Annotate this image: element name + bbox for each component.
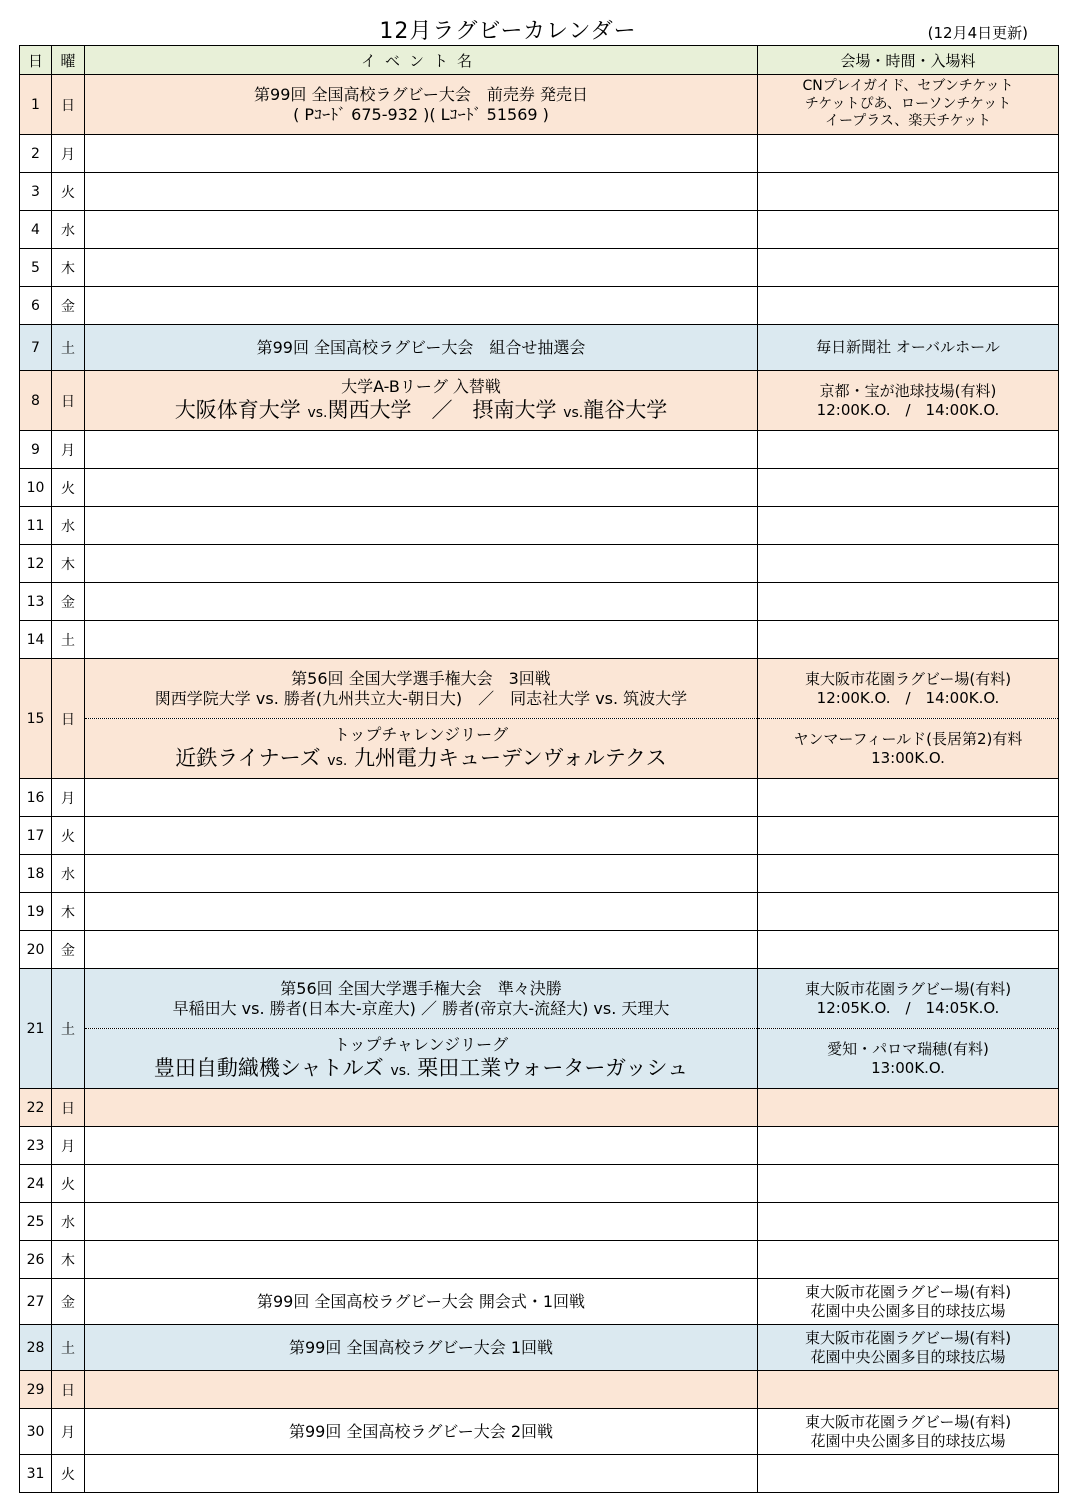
day-cell: 9 xyxy=(20,431,52,469)
venue-cell xyxy=(758,1279,1059,1325)
dow-cell: 水 xyxy=(52,855,85,893)
table-row xyxy=(20,779,1059,817)
venue-cell xyxy=(758,1127,1059,1165)
venue-cell xyxy=(758,719,1059,779)
event-line: 関西学院大学 vs. 勝者(九州共立大-朝日大) ／ 同志社大学 vs. 筑波大学 xyxy=(154,688,688,708)
dow-cell: 月 xyxy=(52,1409,85,1455)
dow-cell: 月 xyxy=(52,431,85,469)
day-cell: 13 xyxy=(20,583,52,621)
venue-cell xyxy=(758,507,1059,545)
venue-cell xyxy=(758,249,1059,287)
table-row xyxy=(20,1127,1059,1165)
header-day: 日 xyxy=(20,46,52,75)
dow-cell: 火 xyxy=(52,1165,85,1203)
event-cell xyxy=(85,1203,758,1241)
venue-cell xyxy=(758,469,1059,507)
day-cell: 23 xyxy=(20,1127,52,1165)
venue-line: イープラス、楽天チケット xyxy=(824,113,992,130)
dow-cell: 金 xyxy=(52,287,85,325)
event-cell xyxy=(85,1241,758,1279)
table-row xyxy=(20,431,1059,469)
venue-cell xyxy=(758,211,1059,249)
team-name: 大阪体育大学 xyxy=(174,398,301,423)
team-name: 摂南大学 xyxy=(472,398,557,423)
dow-cell: 土 xyxy=(52,621,85,659)
event-cell xyxy=(85,371,758,431)
event-cell xyxy=(85,135,758,173)
table-row xyxy=(20,1455,1059,1493)
vs-label: vs. xyxy=(307,405,328,422)
dow-cell: 火 xyxy=(52,173,85,211)
team-name: 九州電力キューデンヴォルテクス xyxy=(354,746,667,771)
table-row xyxy=(20,75,1059,135)
day-cell: 19 xyxy=(20,893,52,931)
event-cell xyxy=(85,583,758,621)
venue-line: 東大阪市花園ラグビー場(有料) xyxy=(804,979,1012,998)
event-cell xyxy=(85,621,758,659)
dow-cell: 月 xyxy=(52,135,85,173)
vs-label: vs. xyxy=(390,1063,411,1080)
vs-label: vs. xyxy=(563,405,584,422)
team-name: 龍谷大学 xyxy=(583,398,668,423)
matchup-line xyxy=(85,745,757,771)
dow-cell: 水 xyxy=(52,211,85,249)
separator: ／ xyxy=(431,398,453,423)
day-cell: 21 xyxy=(20,969,52,1089)
dow-cell: 水 xyxy=(52,507,85,545)
venue-line: 東大阪市花園ラグビー場(有料) xyxy=(804,1282,1012,1301)
dow-cell: 土 xyxy=(52,1325,85,1371)
event-cell xyxy=(85,817,758,855)
event-cell: 第99回 全国高校ラグビー大会 開会式・1回戦 xyxy=(85,1279,758,1325)
table-row xyxy=(20,211,1059,249)
table-row xyxy=(20,1279,1059,1325)
matchup-line xyxy=(85,1055,757,1081)
day-cell: 5 xyxy=(20,249,52,287)
dow-cell: 日 xyxy=(52,659,85,779)
team-name: 関西大学 xyxy=(327,398,412,423)
event-cell xyxy=(85,211,758,249)
venue-cell xyxy=(758,1455,1059,1493)
venue-cell xyxy=(758,583,1059,621)
table-row xyxy=(20,817,1059,855)
table-row xyxy=(20,931,1059,969)
dow-cell: 金 xyxy=(52,931,85,969)
dow-cell: 日 xyxy=(52,371,85,431)
day-cell: 31 xyxy=(20,1455,52,1493)
event-cell xyxy=(85,893,758,931)
dow-cell: 木 xyxy=(52,249,85,287)
day-cell: 3 xyxy=(20,173,52,211)
venue-line: 京都・宝が池球技場(有料) xyxy=(819,381,997,400)
day-cell: 25 xyxy=(20,1203,52,1241)
venue-cell xyxy=(758,1241,1059,1279)
table-row xyxy=(20,1165,1059,1203)
dow-cell: 土 xyxy=(52,969,85,1089)
event-line: 第56回 全国大学選手権大会 3回戦 xyxy=(291,668,551,688)
venue-cell xyxy=(758,545,1059,583)
day-cell: 24 xyxy=(20,1165,52,1203)
event-cell xyxy=(85,659,758,719)
table-row xyxy=(20,173,1059,211)
event-line: ( Pｺｰﾄﾞ 675-932 )( Lｺｰﾄﾞ 51569 ) xyxy=(293,104,549,124)
header-venue: 会場・時間・入場料 xyxy=(758,46,1059,75)
event-cell xyxy=(85,173,758,211)
day-cell: 15 xyxy=(20,659,52,779)
day-cell: 27 xyxy=(20,1279,52,1325)
table-row xyxy=(20,1203,1059,1241)
venue-cell xyxy=(758,1089,1059,1127)
day-cell: 20 xyxy=(20,931,52,969)
venue-line: 花園中央公園多目的球技広場 xyxy=(810,1431,1006,1450)
event-cell xyxy=(85,249,758,287)
day-cell: 12 xyxy=(20,545,52,583)
team-name: 豊田自動織機シャトルズ xyxy=(153,1056,384,1081)
event-cell xyxy=(85,507,758,545)
venue-line: 12:00K.O. / 14:00K.O. xyxy=(816,400,1000,419)
venue-line: 花園中央公園多目的球技広場 xyxy=(810,1347,1006,1366)
day-cell: 11 xyxy=(20,507,52,545)
table-row xyxy=(20,325,1059,371)
header-row xyxy=(20,46,1059,75)
venue-cell xyxy=(758,135,1059,173)
table-row xyxy=(20,135,1059,173)
dow-cell: 火 xyxy=(52,1455,85,1493)
venue-cell xyxy=(758,1409,1059,1455)
matchup-line xyxy=(85,397,757,423)
venue-cell xyxy=(758,75,1059,135)
venue-line: 東大阪市花園ラグビー場(有料) xyxy=(804,669,1012,688)
day-cell: 18 xyxy=(20,855,52,893)
venue-cell xyxy=(758,779,1059,817)
venue-cell: 毎日新聞社 オーバルホール xyxy=(758,325,1059,371)
event-cell xyxy=(85,287,758,325)
venue-line: 13:00K.O. xyxy=(871,748,945,767)
table-row xyxy=(20,969,1059,1029)
dow-cell: 日 xyxy=(52,1089,85,1127)
table-row xyxy=(20,371,1059,431)
table-row xyxy=(20,1409,1059,1455)
venue-cell xyxy=(758,931,1059,969)
team-name: 栗田工業ウォーターガッシュ xyxy=(417,1056,689,1081)
event-cell: 第99回 全国高校ラグビー大会 2回戦 xyxy=(85,1409,758,1455)
venue-cell xyxy=(758,817,1059,855)
updated-date: (12月4日更新) xyxy=(927,24,1028,42)
table-row xyxy=(20,1371,1059,1409)
venue-cell xyxy=(758,1029,1059,1089)
event-cell xyxy=(85,969,758,1029)
table-row xyxy=(20,1089,1059,1127)
venue-cell xyxy=(758,1165,1059,1203)
event-cell: 第99回 全国高校ラグビー大会 組合せ抽選会 xyxy=(85,325,758,371)
day-cell: 26 xyxy=(20,1241,52,1279)
dow-cell: 日 xyxy=(52,1371,85,1409)
event-cell: 第99回 全国高校ラグビー大会 1回戦 xyxy=(85,1325,758,1371)
venue-cell xyxy=(758,1325,1059,1371)
calendar-table xyxy=(19,45,1059,1493)
table-row xyxy=(20,545,1059,583)
venue-line: チケットぴあ、ローソンチケット xyxy=(804,95,1012,112)
day-cell: 2 xyxy=(20,135,52,173)
venue-line: 13:00K.O. xyxy=(871,1058,945,1077)
table-row xyxy=(20,719,1059,779)
day-cell: 6 xyxy=(20,287,52,325)
dow-cell: 日 xyxy=(52,75,85,135)
event-cell xyxy=(85,1127,758,1165)
vs-label: vs. xyxy=(327,753,348,770)
day-cell: 7 xyxy=(20,325,52,371)
event-line: 第99回 全国高校ラグビー大会 前売券 発売日 xyxy=(254,84,588,104)
table-row xyxy=(20,893,1059,931)
table-row xyxy=(20,855,1059,893)
table-row xyxy=(20,1029,1059,1089)
dow-cell: 土 xyxy=(52,325,85,371)
dow-cell: 木 xyxy=(52,1241,85,1279)
venue-cell xyxy=(758,893,1059,931)
venue-line: 12:05K.O. / 14:05K.O. xyxy=(816,998,1000,1017)
day-cell: 29 xyxy=(20,1371,52,1409)
dow-cell: 火 xyxy=(52,469,85,507)
event-line: トップチャレンジリーグ xyxy=(333,725,509,745)
venue-cell xyxy=(758,1203,1059,1241)
venue-line: 東大阪市花園ラグビー場(有料) xyxy=(804,1412,1012,1431)
event-cell xyxy=(85,1029,758,1089)
venue-cell xyxy=(758,855,1059,893)
venue-line: CNプレイガイド、セブンチケット xyxy=(802,78,1014,95)
table-row xyxy=(20,469,1059,507)
team-name: 近鉄ライナーズ xyxy=(175,746,321,771)
event-cell xyxy=(85,1089,758,1127)
table-row xyxy=(20,621,1059,659)
venue-line: 花園中央公園多目的球技広場 xyxy=(810,1301,1006,1320)
table-row xyxy=(20,659,1059,719)
dow-cell: 木 xyxy=(52,545,85,583)
venue-line: ヤンマーフィールド(長居第2)有料 xyxy=(793,729,1023,748)
table-row xyxy=(20,1325,1059,1371)
table-row xyxy=(20,583,1059,621)
venue-cell xyxy=(758,287,1059,325)
event-line: トップチャレンジリーグ xyxy=(333,1035,509,1055)
venue-cell xyxy=(758,431,1059,469)
event-cell xyxy=(85,545,758,583)
day-cell: 14 xyxy=(20,621,52,659)
venue-cell xyxy=(758,621,1059,659)
dow-cell: 月 xyxy=(52,779,85,817)
event-cell xyxy=(85,855,758,893)
event-cell xyxy=(85,1455,758,1493)
event-cell xyxy=(85,1371,758,1409)
event-line: 大学A-Bリーグ 入替戦 xyxy=(341,377,501,397)
day-cell: 22 xyxy=(20,1089,52,1127)
venue-cell xyxy=(758,173,1059,211)
day-cell: 10 xyxy=(20,469,52,507)
event-cell xyxy=(85,431,758,469)
event-cell xyxy=(85,931,758,969)
day-cell: 30 xyxy=(20,1409,52,1455)
venue-cell xyxy=(758,371,1059,431)
day-cell: 17 xyxy=(20,817,52,855)
page-title: 12月ラグビーカレンダー xyxy=(379,19,637,44)
venue-cell xyxy=(758,659,1059,719)
header-event: イベント名 xyxy=(85,46,758,75)
day-cell: 28 xyxy=(20,1325,52,1371)
table-row xyxy=(20,249,1059,287)
venue-cell xyxy=(758,1371,1059,1409)
event-cell xyxy=(85,1165,758,1203)
dow-cell: 火 xyxy=(52,817,85,855)
dow-cell: 金 xyxy=(52,1279,85,1325)
table-row xyxy=(20,1241,1059,1279)
venue-cell xyxy=(758,969,1059,1029)
table-row xyxy=(20,507,1059,545)
dow-cell: 金 xyxy=(52,583,85,621)
event-line: 早稲田大 vs. 勝者(日本大-京産大) ／ 勝者(帝京大-流経大) vs. 天理大 xyxy=(172,998,670,1018)
day-cell: 8 xyxy=(20,371,52,431)
day-cell: 16 xyxy=(20,779,52,817)
event-cell xyxy=(85,719,758,779)
event-line: 第56回 全国大学選手権大会 準々決勝 xyxy=(280,978,562,998)
dow-cell: 月 xyxy=(52,1127,85,1165)
dow-cell: 水 xyxy=(52,1203,85,1241)
venue-line: 愛知・パロマ瑞穂(有料) xyxy=(827,1039,989,1058)
day-cell: 4 xyxy=(20,211,52,249)
header-dow: 曜 xyxy=(52,46,85,75)
venue-line: 東大阪市花園ラグビー場(有料) xyxy=(804,1328,1012,1347)
table-row xyxy=(20,287,1059,325)
dow-cell: 木 xyxy=(52,893,85,931)
venue-line: 12:00K.O. / 14:00K.O. xyxy=(816,688,1000,707)
day-cell: 1 xyxy=(20,75,52,135)
event-cell xyxy=(85,75,758,135)
event-cell xyxy=(85,469,758,507)
event-cell xyxy=(85,779,758,817)
